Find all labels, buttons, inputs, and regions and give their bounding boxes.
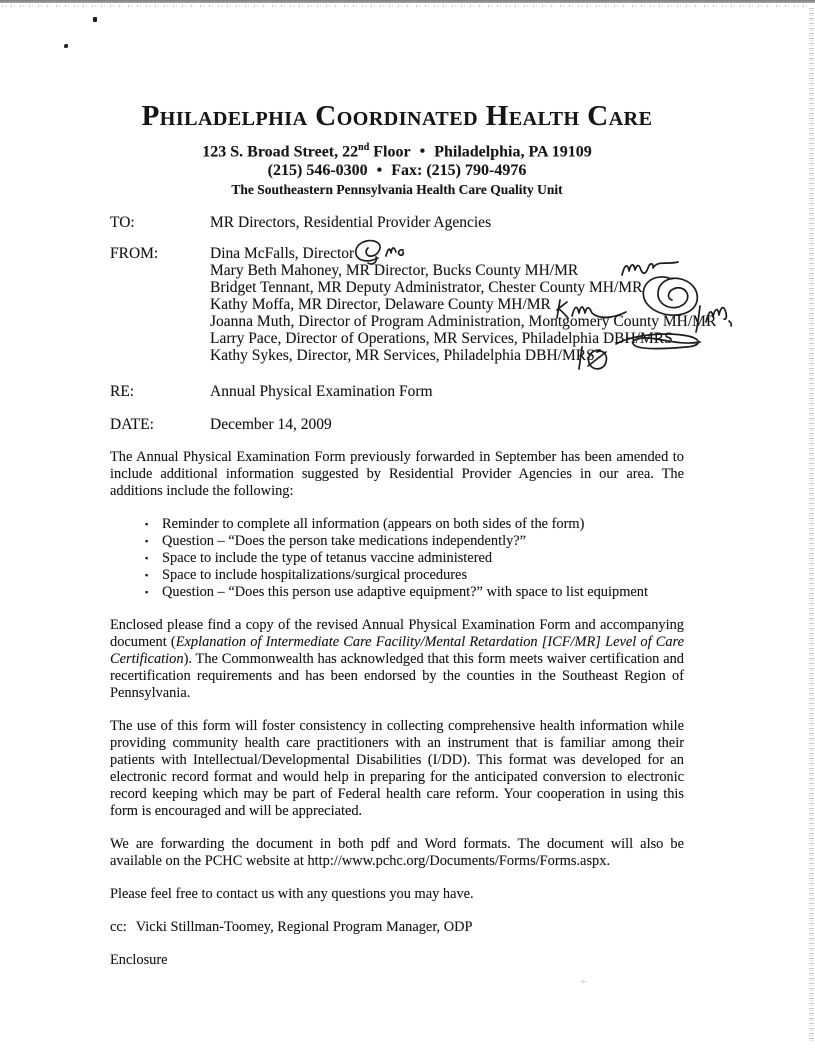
enclosure-line: Enclosure <box>110 952 168 969</box>
from-label: FROM: <box>110 245 159 263</box>
date-label: DATE: <box>110 416 154 434</box>
bullet-square-icon: ▪ <box>145 519 149 530</box>
body-paragraph-2 <box>110 617 684 702</box>
bullet-item <box>145 516 684 533</box>
bullet-separator-icon: • <box>376 162 383 180</box>
date-value: December 14, 2009 <box>210 416 332 434</box>
scan-speck: + <box>580 976 587 988</box>
re-value: Annual Physical Examination Form <box>210 383 433 401</box>
address-city: Philadelphia, PA 19109 <box>434 143 592 161</box>
phone-number: (215) 546-0300 <box>267 162 368 180</box>
bullet-text: Reminder to complete all information (appears on both sides of the form) <box>162 516 585 533</box>
from-line: Dina McFalls, Director <box>210 245 355 263</box>
paragraph-2-text: Enclosed please find a copy of the revised Annual Physical Examination Form and accompanying document ( <box>110 617 684 651</box>
paragraph-4-text: . <box>606 853 611 870</box>
body-paragraph-4 <box>110 836 684 870</box>
to-value: MR Directors, Residential Provider Agencies <box>210 214 492 232</box>
bullet-text: Space to include the type of tetanus vaccine administered <box>162 550 493 567</box>
fax-number: Fax: (215) 790-4976 <box>391 162 527 180</box>
cc-label: cc: <box>110 919 127 936</box>
from-line: Bridget Tennant, MR Deputy Administrator, Chester County MH/MR <box>210 279 643 297</box>
floor-superscript: nd <box>358 142 370 153</box>
cc-line <box>110 919 684 936</box>
bullet-square-icon: ▪ <box>145 570 149 581</box>
bullet-text: Question – “Does the person take medications independently?” <box>162 533 527 550</box>
bullet-item <box>145 567 684 584</box>
from-line: Mary Beth Mahoney, MR Director, Bucks County MH/MR <box>210 262 579 280</box>
bullet-square-icon: ▪ <box>145 536 149 547</box>
to-label: TO: <box>110 214 135 232</box>
memo-fields <box>110 214 717 434</box>
closing-line: Please feel free to contact us with any questions you may have. <box>110 886 474 903</box>
bullet-separator-icon: • <box>419 143 426 161</box>
memo-date-row <box>110 416 684 433</box>
org-tagline: The Southeastern Pennsylvania Health Care Quality Unit <box>231 182 563 198</box>
bullet-item <box>145 584 684 601</box>
from-line: Joanna Muth, Director of Program Administration, Montgomery County MH/MR <box>210 313 717 331</box>
body-paragraph-1: The Annual Physical Examination Form previously forwarded in September has been amended to include additional information suggested by Residential Provider Agencies in our area. The additions include the following: <box>110 449 684 500</box>
org-address-line <box>110 139 684 161</box>
cc-value: Vicki Stillman-Toomey, Regional Program Manager, ODP <box>135 919 473 936</box>
bullet-item <box>145 533 684 550</box>
memo-to-row <box>110 214 684 231</box>
letter-body <box>110 449 684 969</box>
org-phone-line <box>110 162 684 180</box>
address-floor: Floor <box>369 143 411 161</box>
from-line: Kathy Moffa, MR Director, Delaware County MH/MR <box>210 296 551 314</box>
memo-from-row <box>110 245 717 365</box>
bullet-list <box>110 516 684 601</box>
bullet-square-icon: ▪ <box>145 587 149 598</box>
org-title: Philadelphia Coordinated Health Care <box>141 100 653 132</box>
re-label: RE: <box>110 383 135 401</box>
address-street: 123 S. Broad Street, 22 <box>202 143 359 161</box>
from-line: Larry Pace, Director of Operations, MR Services, Philadelphia DBH/MRS <box>210 330 673 348</box>
enclosure-document-title: Explanation of Intermediate Care Facility/Mental Retardation [ICF/MR] Level of Care Certification <box>110 634 685 668</box>
memo-re-row <box>110 383 684 400</box>
from-lines <box>210 245 716 364</box>
from-line: Kathy Sykes, Director, MR Services, Philadelphia DBH/MRS <box>210 347 595 365</box>
body-paragraph-3: The use of this form will foster consistency in collecting comprehensive health information while providing community health care practitioners with an instrument that is familiar among their patients with Intellectual/Developmental Disabilities (I/DD). This format was developed for an electronic record format and would help in preparing for the anticipated conversion to electronic record keeping which may be part of Federal health care reform. Your cooperation in using this form is encouraged and will be appreciated. <box>110 718 684 820</box>
bullet-item <box>145 550 684 567</box>
pchc-website-url: http://www.pchc.org/Documents/Forms/Forms.aspx <box>307 853 607 870</box>
paragraph-2-text: ). The Commonwealth has acknowledged that this form meets waiver certification and recertification requirements and has been endorsed by the counties in the Southeast Region of Pennsylvania. <box>110 651 684 702</box>
letterhead <box>110 100 684 197</box>
paragraph-4-text: We are forwarding the document in both pdf and Word formats. The document will also be available on the PCHC website at <box>110 836 684 870</box>
bullet-text: Question – “Does this person use adaptive equipment?” with space to list equipment <box>162 584 648 601</box>
bullet-square-icon: ▪ <box>145 553 149 564</box>
bullet-text: Space to include hospitalizations/surgical procedures <box>162 567 468 584</box>
